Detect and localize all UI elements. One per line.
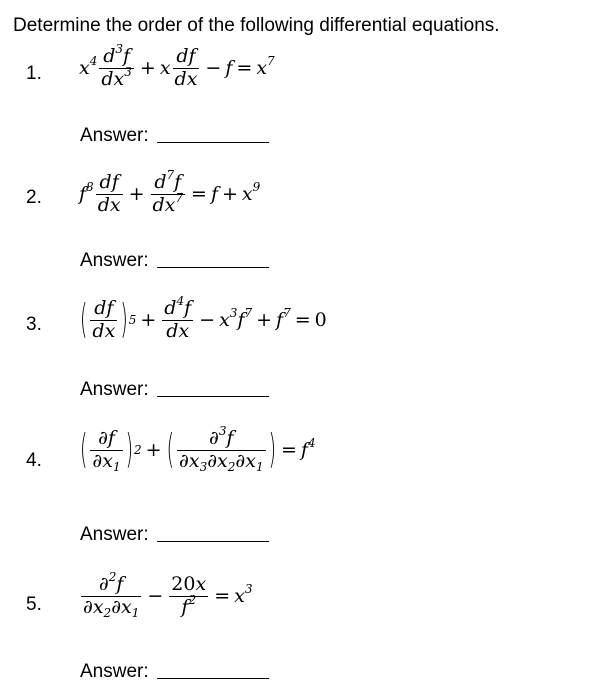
equation-5: $\frac{\partial^2f}{\partial x_2\partial x_1}$ − $\frac{20x}{f^2}$ = $x^3$ [83, 570, 253, 620]
question-number-1: 1. [26, 63, 42, 84]
question-number-3: 3. [26, 314, 42, 335]
answer-field-3[interactable]: Answer: [80, 379, 269, 401]
answer-field-4[interactable]: Answer: [80, 524, 269, 546]
worksheet-title: Determine the order of the following differential equations. [13, 15, 500, 36]
equation-2: $f^8$ $\frac{df}{dx}$ + $\frac{d^7f}{dx^7}$ = f + $x^9$ [79, 168, 261, 216]
answer-field-1[interactable]: Answer: [80, 125, 269, 147]
question-number-2: 2. [26, 187, 42, 208]
equation-4: ( $\frac{\partial f}{\partial x_1}$ ) 2 + ( $\frac{\partial^3f}{\partial x_3\partial x_2\partial x_1}$ ) = $f^4$ [80, 424, 316, 474]
answer-field-2[interactable]: Answer: [80, 250, 269, 272]
equation-1: $x^4$ $\frac{d^3f}{dx^3}$ + x $\frac{df}{dx}$ − f = $x^7$ [79, 42, 275, 90]
equation-3: ( $\frac{df}{dx}$ ) 5 + $\frac{d^4f}{dx}$ − $x^3f^7$ + $f^7$ = 0 [80, 294, 327, 344]
question-number-4: 4. [26, 450, 42, 471]
question-number-5: 5. [26, 594, 42, 615]
answer-field-5[interactable]: Answer: [80, 661, 269, 683]
